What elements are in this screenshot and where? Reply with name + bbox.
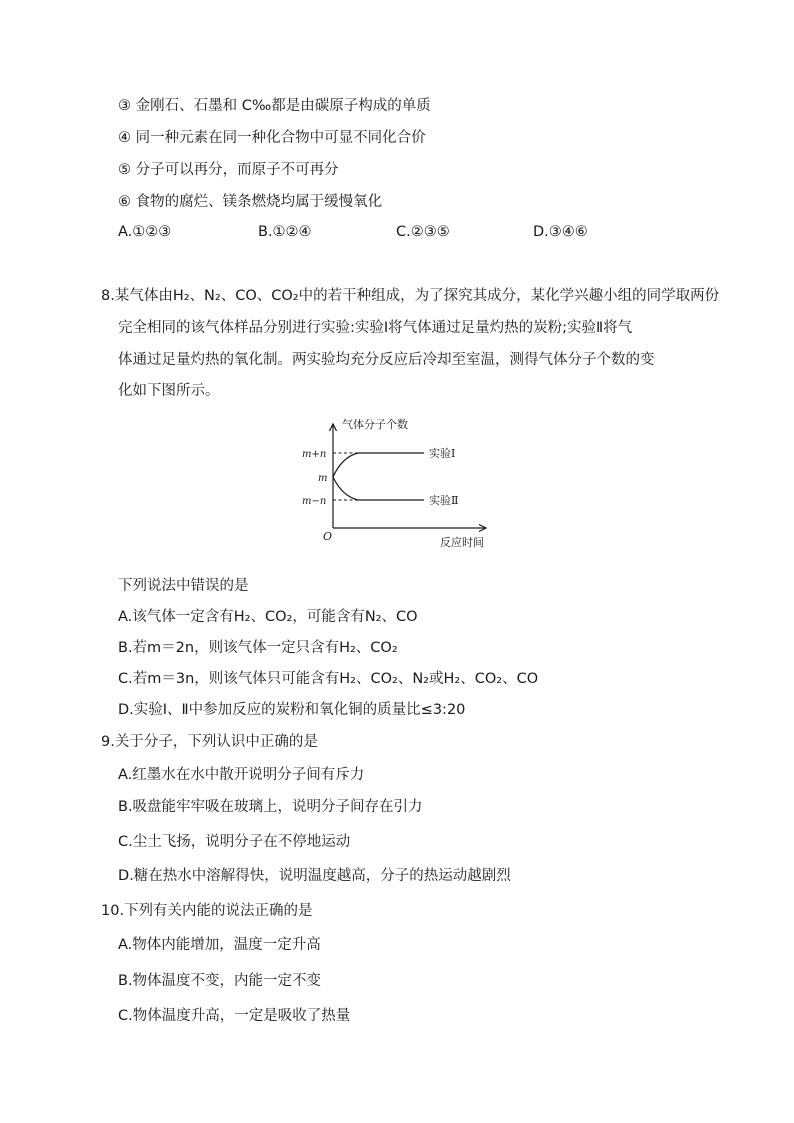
q7-option-d: D.③④⑥ bbox=[533, 224, 588, 240]
q7-statement-6: ⑥ 食物的腐烂、镁条燃烧均属于缓慢氧化 bbox=[118, 194, 383, 210]
x-axis-label: 反应时间 bbox=[440, 536, 484, 549]
q8-stem-line-3: 体通过足量灼热的氧化制。两实验均充分反应后冷却至室温，测得气体分子个数的变 bbox=[118, 352, 655, 368]
q8-option-b: B.若m＝2n，则该气体一定只含有H₂、CO₂ bbox=[118, 640, 398, 656]
curve-experiment-2 bbox=[333, 477, 424, 500]
q8-option-d: D.实验Ⅰ、Ⅱ中参加反应的炭粉和氧化铜的质量比≤3:20 bbox=[118, 702, 466, 718]
q10-stem: 10.下列有关内能的说法正确的是 bbox=[101, 903, 313, 919]
q7-statement-4: ④ 同一种元素在同一种化合物中可显不同化合价 bbox=[118, 130, 426, 146]
q9-option-c: C.尘土飞扬，说明分子在不停地运动 bbox=[118, 834, 351, 850]
q9-stem: 9.关于分子，下列认识中正确的是 bbox=[101, 734, 318, 750]
q8-stem-line-1: 8.某气体由H₂、N₂、CO、CO₂中的若干种组成，为了探究其成分，某化学兴趣小组的同学取两份 bbox=[101, 288, 720, 304]
curve-label-experiment-2: 实验Ⅱ bbox=[429, 494, 459, 507]
curve-experiment-1 bbox=[333, 453, 424, 477]
origin-label: O bbox=[323, 530, 333, 543]
q7-statement-3: ③ 金刚石、石墨和 C‰都是由碳原子构成的单质 bbox=[118, 98, 431, 114]
q8-option-a: A.该气体一定含有H₂、CO₂，可能含有N₂、CO bbox=[118, 609, 418, 625]
q7-statement-5: ⑤ 分子可以再分，而原子不可再分 bbox=[118, 162, 339, 178]
y-tick-m: m bbox=[318, 473, 328, 484]
q9-option-b: B.吸盘能牢牢吸在玻璃上，说明分子间存在引力 bbox=[118, 799, 423, 815]
q10-option-c: C.物体温度升高，一定是吸收了热量 bbox=[118, 1008, 351, 1024]
q7-option-c: C.②③⑤ bbox=[396, 224, 450, 240]
q8-stem-line-4: 化如下图所示。 bbox=[118, 383, 220, 399]
curve-label-experiment-1: 实验Ⅰ bbox=[429, 447, 456, 460]
q9-option-d: D.糖在热水中溶解得快，说明温度越高，分子的热运动越剧烈 bbox=[118, 868, 511, 884]
q10-option-b: B.物体温度不变，内能一定不变 bbox=[118, 973, 322, 989]
q8-stem-line-2: 完全相同的该气体样品分别进行实验:实验Ⅰ将气体通过足量灼热的炭粉;实验Ⅱ将气 bbox=[118, 320, 633, 336]
q8-question: 下列说法中错误的是 bbox=[118, 578, 249, 594]
q9-option-a: A.红墨水在水中散开说明分子间有斥力 bbox=[118, 767, 365, 783]
gas-molecule-count-graph bbox=[296, 412, 496, 554]
q10-option-a: A.物体内能增加，温度一定升高 bbox=[118, 937, 321, 953]
y-tick-m-minus-n: m−n bbox=[302, 496, 327, 507]
q8-option-c: C.若m＝3n，则该气体只可能含有H₂、CO₂、N₂或H₂、CO₂、CO bbox=[118, 671, 539, 687]
q7-option-a: A.①②③ bbox=[118, 224, 172, 240]
q7-option-b: B.①②④ bbox=[258, 224, 312, 240]
y-axis-label: 气体分子个数 bbox=[342, 418, 408, 431]
y-tick-m-plus-n: m+n bbox=[302, 449, 327, 460]
